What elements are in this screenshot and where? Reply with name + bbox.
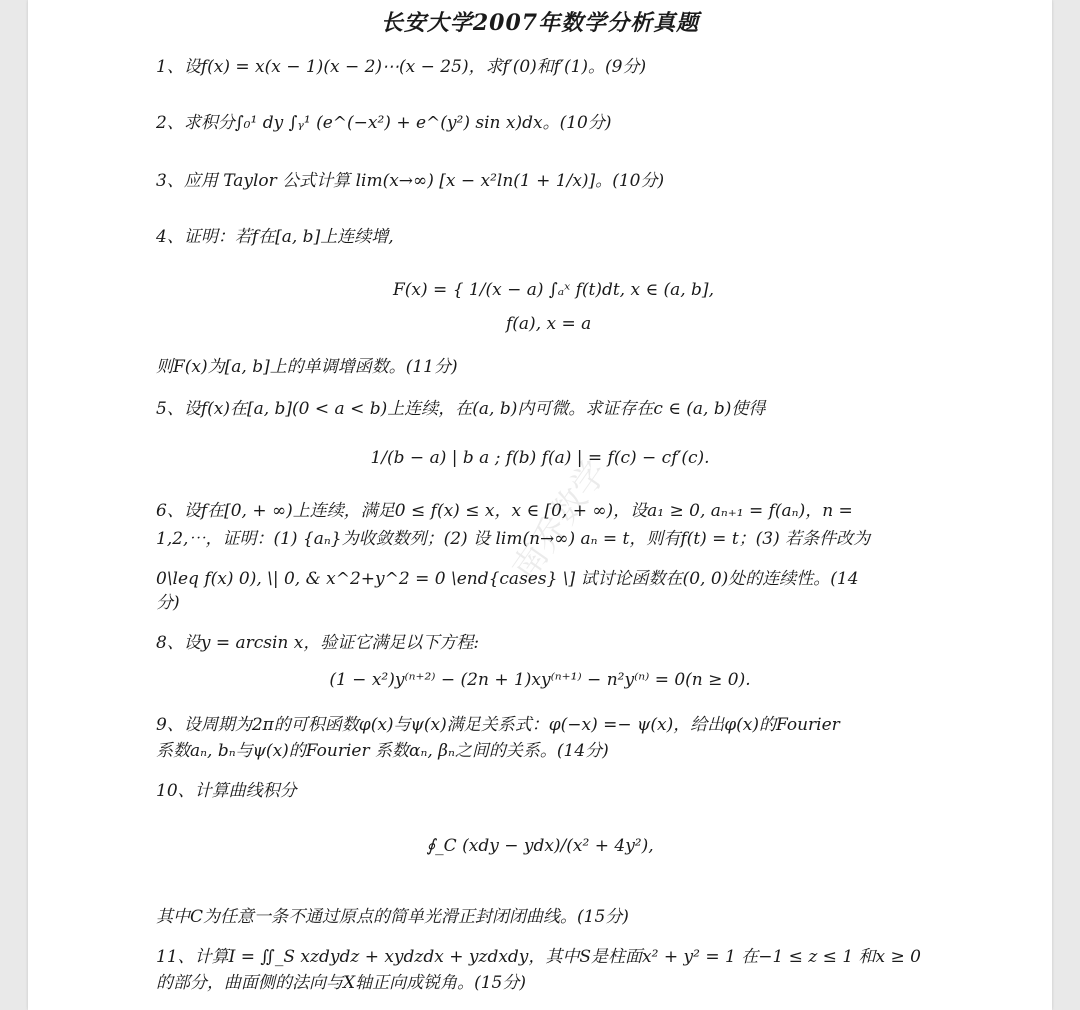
question-10-formula: ∮_C (xdy − ydx)/(x² + 4y²),	[426, 836, 654, 856]
question-11-line1: 11、计算I = ∬_S xzdydz + xydzdx + yzdxdy，其中S是柱面x² + y² = 1 在−1 ≤ z ≤ 1 和x ≥ 0	[156, 947, 921, 967]
question-6-line4: 分)	[156, 593, 180, 613]
exam-page	[28, 0, 1052, 1010]
question-4-conclusion: 则F(x)为[a, b]上的单调增函数。(11分)	[156, 357, 458, 377]
question-5-formula: 1/(b − a) | b a ; f(b) f(a) | = f(c) − cf′(c).	[370, 448, 710, 468]
question-6-line3: 0\leq f(x) 0), \| 0, & x^2+y^2 = 0 \end{cases} \] 试讨论函数在(0, 0)处的连续性。(14	[156, 569, 859, 589]
watermark: 南乔数学	[504, 453, 616, 588]
question-8-intro: 8、设y = arcsin x，验证它满足以下方程:	[156, 633, 480, 653]
question-9-line2: 系数aₙ, bₙ与ψ(x)的Fourier 系数αₙ, βₙ之间的关系。(14分)	[156, 741, 609, 761]
question-4-formula-line1: F(x) = { 1/(x − a) ∫ₐˣ f(t)dt, x ∈ (a, b],	[393, 280, 714, 300]
question-10-note: 其中C为任意一条不通过原点的简单光滑正封闭闭曲线。(15分)	[156, 907, 629, 927]
question-1: 1、设f(x) = x(x − 1)(x − 2)⋯(x − 25)，求f′(0)和f′(1)。(9分)	[156, 57, 647, 77]
question-10-intro: 10、计算曲线积分	[156, 781, 297, 801]
question-4-intro: 4、证明：若f在[a, b]上连续增,	[156, 227, 394, 247]
question-4-formula-line2: f(a), x = a	[506, 314, 592, 334]
question-2: 2、求积分∫₀¹ dy ∫ᵧ¹ (e^(−x²) + e^(y²) sin x)dx。(10分)	[156, 113, 612, 133]
question-11-line2: 的部分，曲面侧的法向与X轴正向成锐角。(15分)	[156, 973, 526, 993]
question-6-line2: 1,2,⋯，证明：(1) {aₙ}为收敛数列；(2) 设 lim(n→∞) aₙ = t，则有f(t) = t；(3) 若条件改为	[156, 529, 871, 549]
question-9-line1: 9、设周期为2π的可积函数φ(x)与ψ(x)满足关系式：φ(−x) =− ψ(x)，给出φ(x)的Fourier	[156, 715, 840, 735]
page-title: 长安大学2007年数学分析真题	[380, 10, 700, 36]
question-8-formula: (1 − x²)y⁽ⁿ⁺²⁾ − (2n + 1)xy⁽ⁿ⁺¹⁾ − n²y⁽ⁿ⁾ = 0(n ≥ 0).	[329, 670, 751, 690]
question-6-line1: 6、设f在[0, + ∞)上连续，满足0 ≤ f(x) ≤ x，x ∈ [0, + ∞)，设a₁ ≥ 0, aₙ₊₁ = f(aₙ)，n =	[156, 501, 853, 521]
question-3: 3、应用 Taylor 公式计算 lim(x→∞) [x − x²ln(1 + 1/x)]。(10分)	[156, 171, 665, 191]
question-5-intro: 5、设f(x)在[a, b](0 < a < b)上连续，在(a, b)内可微。求证存在c ∈ (a, b)使得	[156, 399, 766, 419]
